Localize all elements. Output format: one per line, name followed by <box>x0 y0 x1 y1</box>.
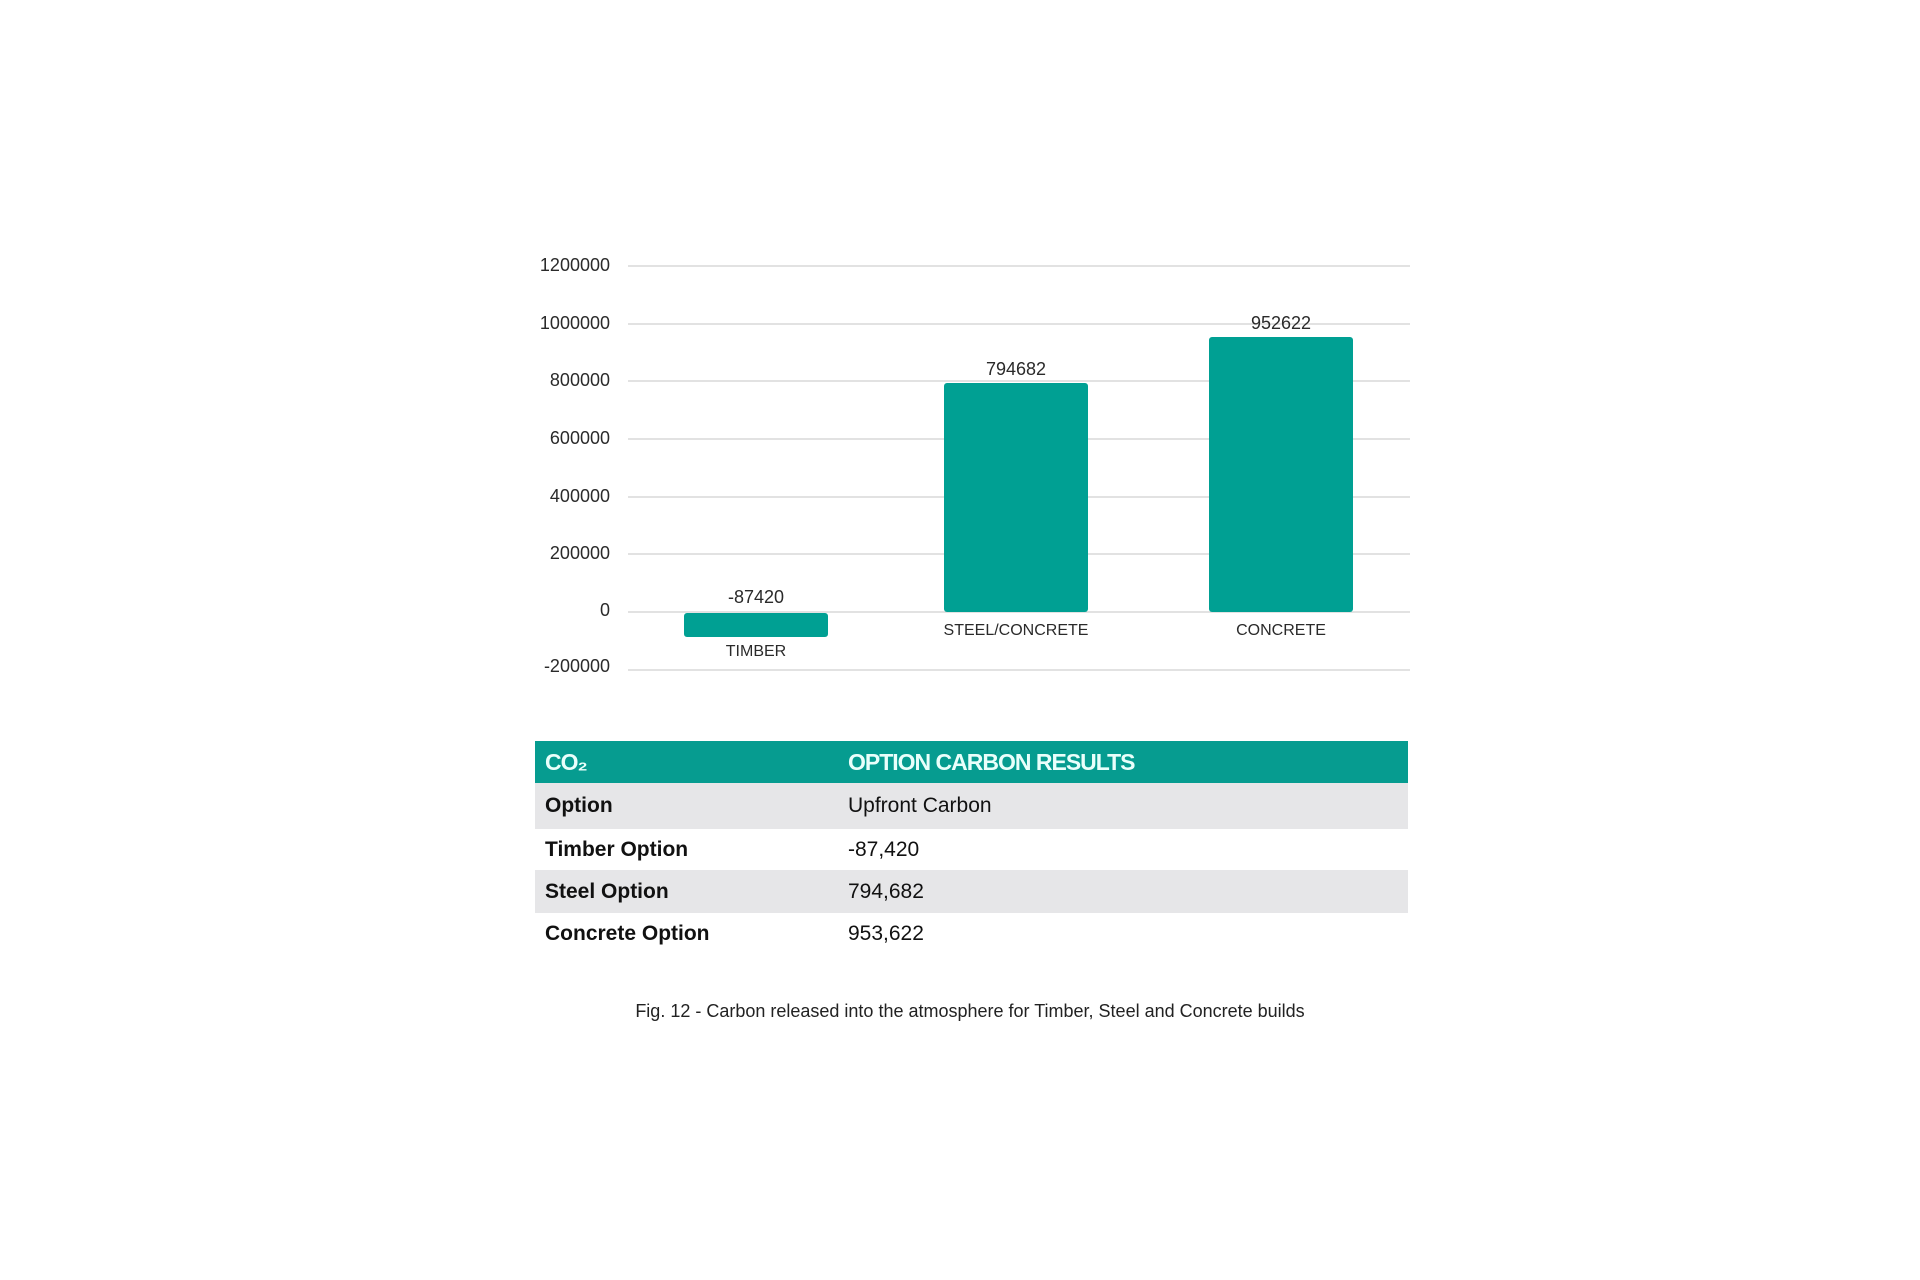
data-label-steel-concrete: 794682 <box>985 359 1047 379</box>
row-label: Timber Option <box>545 837 689 861</box>
row-label: Steel Option <box>545 879 669 903</box>
data-label-concrete: 952622 <box>1250 313 1312 333</box>
bar-steel-concrete <box>944 383 1088 612</box>
table-header <box>535 741 1408 783</box>
y-tick-label: 1200000 <box>539 255 610 275</box>
y-tick-label: 0 <box>599 600 610 620</box>
table-row <box>535 829 1408 870</box>
category-label-concrete: CONCRETE <box>1236 622 1326 639</box>
table-row <box>535 783 1408 829</box>
y-tick-label: 400000 <box>549 486 610 506</box>
row-value: Upfront Carbon <box>848 794 992 817</box>
table-row <box>535 870 1408 913</box>
header-option-carbon-results: OPTION CARBON RESULTS <box>848 748 1135 775</box>
row-label: Option <box>545 794 613 817</box>
row-value: -87,420 <box>848 837 920 861</box>
y-tick-label: 800000 <box>549 370 610 390</box>
y-tick-label: -200000 <box>543 656 610 676</box>
y-tick-label: 600000 <box>549 428 610 448</box>
category-label-timber: TIMBER <box>725 643 787 660</box>
y-tick-label: 200000 <box>549 543 610 563</box>
header-co2: CO₂ <box>545 748 587 775</box>
category-label-steel-concrete: STEEL/CONCRETE <box>943 622 1089 639</box>
figure-caption: Fig. 12 - Carbon released into the atmosphere for Timber, Steel and Concrete builds <box>635 1001 1305 1021</box>
bar-concrete <box>1209 337 1353 612</box>
data-label-timber: -87420 <box>727 587 785 607</box>
row-value: 953,622 <box>848 922 924 945</box>
gridline-neg200000 <box>628 669 1410 671</box>
row-value: 794,682 <box>848 879 924 903</box>
table-row <box>535 913 1408 955</box>
row-label: Concrete Option <box>545 922 710 945</box>
gridline-1200000 <box>628 265 1410 267</box>
carbon-results-table <box>535 741 1408 955</box>
bar-timber <box>684 613 828 637</box>
y-tick-label: 1000000 <box>539 313 610 333</box>
